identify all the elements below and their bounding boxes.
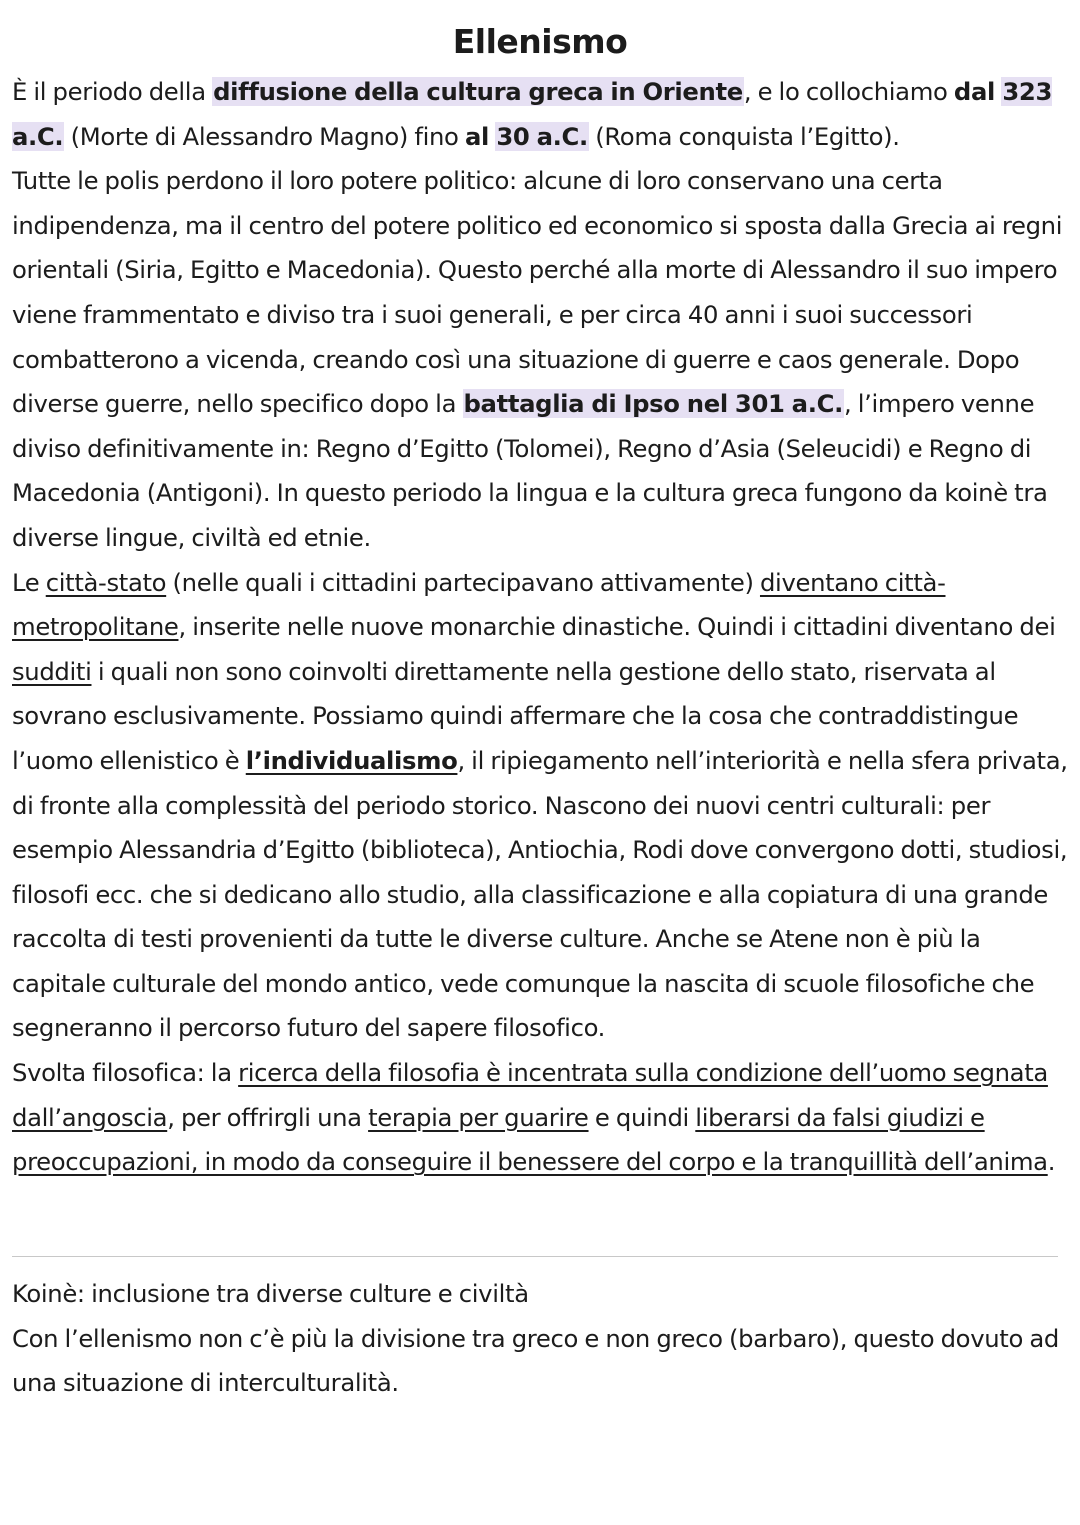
text-run: , e lo collochiamo (743, 77, 954, 106)
underline-citta-stato: città-stato (45, 567, 167, 597)
document-body (12, 18, 1068, 1185)
polis-paragraph (12, 159, 1068, 560)
underline-ricerca: ricerca della filosofia è incentrata sulla condizione dell’uomo segnata dall’angoscia (12, 1058, 1048, 1132)
bold-al: al (464, 121, 489, 151)
highlight-323: 323 a.C. (12, 77, 1053, 151)
text-run: , inserite nelle nuove monarchie dinastiche. Quindi i cittadini diventano dei (178, 612, 1056, 642)
text-run: Tutte le polis perdono il loro potere politico: alcune di loro conservano una certa indipendenza, ma il centro del potere politico ed economico si sposta dalla Grecia ai regni orientali (Siria, Egitto e Macedonia). Questo perché alla morte di Alessandro il suo impero viene frammentato e diviso tra i suoi generali, e per circa 40 anni i suoi successori combatterono a vicenda, creando così una situazione di guerre e caos generale. Dopo diverse guerre, nello specifico dopo la (12, 166, 1063, 419)
text-run: È il periodo della (12, 77, 213, 106)
intro-paragraph (12, 70, 1068, 159)
text-run: . (1047, 1147, 1056, 1177)
text-run: , l’impero venne diviso definitivamente in: Regno d’Egitto (Tolomei), Regno d’Asia (Seleucidi) e Regno di Macedonia (Antigoni). In questo periodo la lingua e la cultura greca fungono da koinè tra diverse lingue, civiltà ed etnie. (12, 389, 1048, 552)
text-run: (Roma conquista l’Egitto). (588, 121, 900, 151)
text-run: i quali non sono coinvolti direttamente nella gestione dello stato, riservata al sovrano esclusivamente. Possiamo quindi affermare che la cosa che contraddistingue l’uomo ellenistico è (12, 656, 1019, 775)
highlight-ipso: battaglia di Ipso nel 301 a.C. (463, 389, 843, 419)
highlight-diffusione: diffusione della cultura greca in Oriente (213, 77, 743, 106)
svolta-paragraph (12, 1051, 1068, 1185)
text-run: , per offrirgli una (167, 1102, 369, 1132)
bold-dal: dal (953, 77, 995, 106)
page-title: Ellenismo (452, 22, 628, 61)
notes-section (12, 1272, 1068, 1406)
text-run: (nelle quali i cittadini partecipavano attivamente) (166, 567, 760, 597)
text-run: (Morte di Alessandro Magno) fino (64, 121, 465, 151)
bold-underline-individualismo: l’individualismo (245, 745, 458, 775)
highlight-30: 30 a.C. (496, 121, 588, 151)
text-run: e quindi (588, 1102, 696, 1132)
citta-stato-paragraph (12, 561, 1068, 1052)
underline-sudditi: sudditi (12, 656, 92, 686)
underline-metropolitane: diventano città-metropolitane (12, 567, 946, 642)
underline-liberarsi: liberarsi da falsi giudizi e preoccupazioni, in modo da conseguire il benessere del corpo e la tranquillità dell’anima (12, 1102, 1048, 1177)
text-run: Svolta filosofica: la (12, 1058, 239, 1088)
section-divider (12, 1256, 1058, 1257)
text-run: , il ripiegamento nell’interiorità e nella sfera privata, di fronte alla complessità del periodo storico. Nascono dei nuovi centri culturali: per esempio Alessandria d’Egitto (biblioteca), Antiochia, Rodi dove convergono dotti, studiosi, filosofi ecc. che si dedicano allo studio, alla classificazione e alla copiatura di una grande raccolta di testi provenienti da tutte le diverse culture. Anche se Atene non è più la capitale culturale del mondo antico, vede comunque la nascita di scuole filosofiche che segneranno il percorso futuro del sapere filosofico. (12, 745, 1068, 1043)
text-run: Le (12, 567, 46, 597)
note-ellenismo: Con l’ellenismo non c’è più la divisione tra greco e non greco (barbaro), questo dovuto ad una situazione di interculturalità. (12, 1323, 1059, 1398)
note-koine: Koinè: inclusione tra diverse culture e civiltà (12, 1279, 529, 1308)
underline-terapia: terapia per guarire (368, 1102, 589, 1132)
